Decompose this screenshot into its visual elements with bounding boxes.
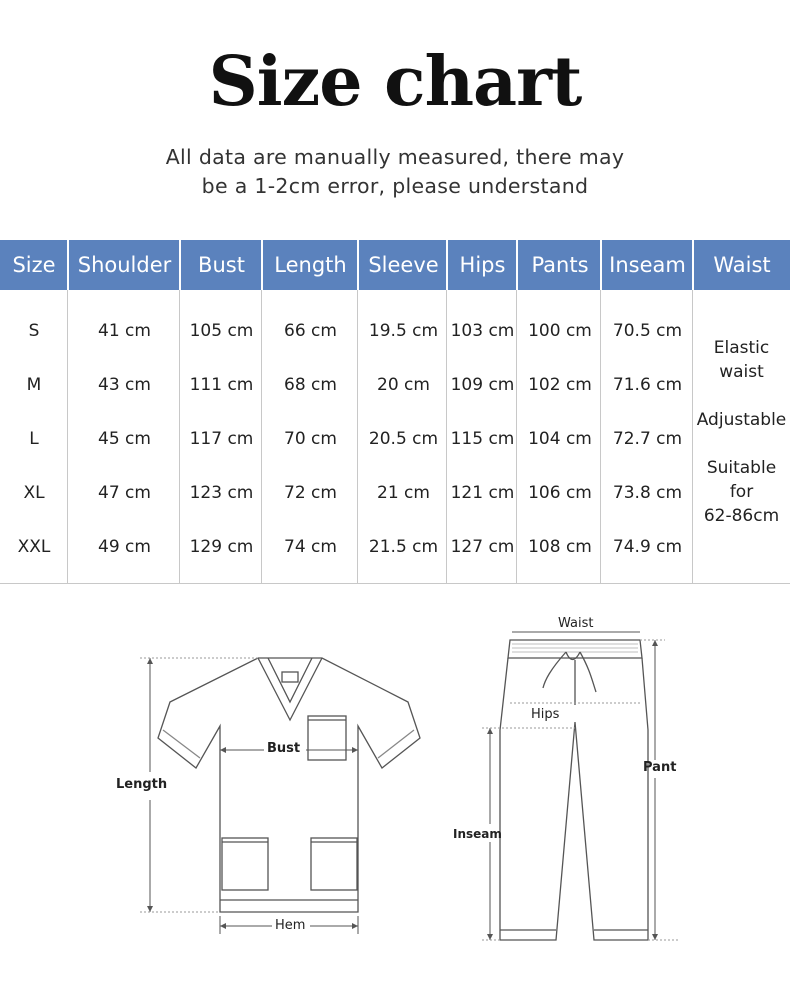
cell-pants: 108 cm <box>528 537 592 557</box>
bust-label: Bust <box>267 741 301 756</box>
waist-note-adjustable: Adjustable <box>696 410 787 430</box>
header-hips: Hips <box>459 253 506 277</box>
cell-inseam: 73.8 cm <box>612 483 683 503</box>
cell-inseam: 70.5 cm <box>612 321 683 341</box>
scrub-top-outline <box>158 658 420 912</box>
cell-size: L <box>29 429 39 449</box>
cell-size: M <box>26 375 42 395</box>
waist-note-elastic: Elastic waist <box>713 338 770 382</box>
cell-pants: 102 cm <box>528 375 592 395</box>
cell-bust: 129 cm <box>189 537 254 557</box>
cell-hips: 121 cm <box>450 483 515 503</box>
disclaimer-line-1: All data are manually measured, there may <box>165 145 625 169</box>
cell-pants: 100 cm <box>528 321 592 341</box>
cell-hips: 127 cm <box>450 537 515 557</box>
cell-length: 66 cm <box>284 321 337 341</box>
cell-length: 72 cm <box>284 483 337 503</box>
cell-size: XXL <box>17 537 51 557</box>
cell-hips: 103 cm <box>450 321 515 341</box>
measurement-diagram <box>0 600 790 1003</box>
cell-size: S <box>28 321 40 341</box>
cell-size: XL <box>23 483 45 503</box>
cell-shoulder: 41 cm <box>98 321 151 341</box>
header-length: Length <box>274 253 347 277</box>
hem-label: Hem <box>275 918 306 933</box>
header-bust: Bust <box>198 253 245 277</box>
garment-illustration <box>0 600 790 1003</box>
scrub-pants-outline <box>500 640 648 940</box>
header-size: Size <box>12 253 56 277</box>
cell-length: 74 cm <box>284 537 337 557</box>
cell-pants: 106 cm <box>528 483 592 503</box>
length-label: Length <box>116 777 168 792</box>
shirt-dimension-lines <box>140 658 358 934</box>
cell-sleeve: 19.5 cm <box>368 321 439 341</box>
waist-label: Waist <box>558 616 594 631</box>
table-header-row <box>0 240 790 290</box>
cell-hips: 115 cm <box>450 429 515 449</box>
waist-note-range: Suitable for 62-86cm <box>703 458 780 526</box>
header-pants: Pants <box>531 253 589 277</box>
cell-pants: 104 cm <box>528 429 592 449</box>
cell-inseam: 72.7 cm <box>612 429 683 449</box>
cell-bust: 105 cm <box>189 321 254 341</box>
header-inseam: Inseam <box>609 253 686 277</box>
cell-shoulder: 47 cm <box>98 483 151 503</box>
page-title: Size chart <box>208 42 582 122</box>
header-sleeve: Sleeve <box>368 253 439 277</box>
cell-bust: 123 cm <box>189 483 254 503</box>
cell-shoulder: 45 cm <box>98 429 151 449</box>
cell-bust: 117 cm <box>189 429 254 449</box>
cell-inseam: 74.9 cm <box>612 537 683 557</box>
cell-sleeve: 20.5 cm <box>368 429 439 449</box>
pant-label: Pant <box>643 760 677 775</box>
header-waist: Waist <box>713 253 771 277</box>
cell-length: 68 cm <box>284 375 337 395</box>
cell-sleeve: 21 cm <box>377 483 430 503</box>
cell-sleeve: 21.5 cm <box>368 537 439 557</box>
cell-shoulder: 43 cm <box>98 375 151 395</box>
cell-sleeve: 20 cm <box>377 375 430 395</box>
cell-length: 70 cm <box>284 429 337 449</box>
measurement-disclaimer <box>0 143 790 201</box>
cell-shoulder: 49 cm <box>98 537 151 557</box>
hips-label: Hips <box>531 707 560 722</box>
inseam-label: Inseam <box>453 827 502 841</box>
cell-inseam: 71.6 cm <box>612 375 683 395</box>
disclaimer-line-2: be a 1-2cm error, please understand <box>201 174 589 198</box>
cell-bust: 111 cm <box>189 375 254 395</box>
cell-hips: 109 cm <box>450 375 515 395</box>
header-shoulder: Shoulder <box>77 253 172 277</box>
size-table <box>0 240 790 584</box>
